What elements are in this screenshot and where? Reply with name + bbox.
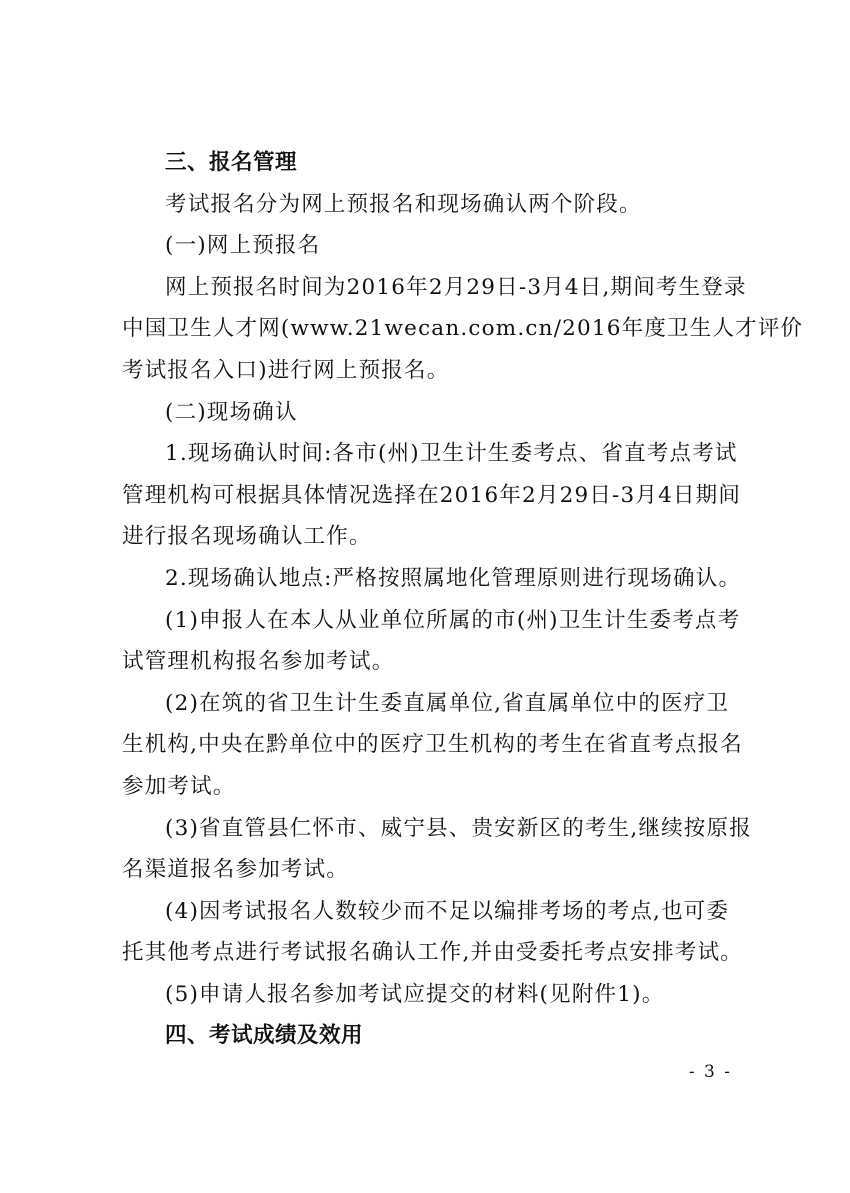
point-4-line: 托其他考点进行考试报名确认工作,并由受委托考点安排考试。 xyxy=(122,940,743,966)
paragraph-online-line: 网上预报名时间为2016年2月29日-3月4日,期间考生登录 xyxy=(165,274,747,300)
point-1-line: 试管理机构报名参加考试。 xyxy=(122,649,395,675)
point-5: (5)申请人报名参加考试应提交的材料(见附件1)。 xyxy=(165,981,665,1007)
subheading-online-preregistration: (一)网上预报名 xyxy=(165,233,321,259)
item-confirmation-time-line: 进行报名现场确认工作。 xyxy=(122,524,372,550)
point-3-line: 名渠道报名参加考试。 xyxy=(122,857,350,883)
point-4-line: (4)因考试报名人数较少而不足以编排考场的考点,也可委 xyxy=(165,898,730,924)
point-2-line: 生机构,中央在黔单位中的医疗卫生机构的考生在省直考点报名 xyxy=(122,732,743,758)
page-number: - 3 - xyxy=(688,1062,732,1082)
paragraph-intro: 考试报名分为网上预报名和现场确认两个阶段。 xyxy=(165,191,642,217)
item-confirmation-time-line: 管理机构可根据具体情况选择在2016年2月29日-3月4日期间 xyxy=(122,482,742,508)
point-2-line: 参加考试。 xyxy=(122,773,236,799)
paragraph-online-line: 中国卫生人才网(www.21wecan.com.cn/2016年度卫生人才评价 xyxy=(122,316,804,342)
section-heading-registration: 三、报名管理 xyxy=(165,150,298,175)
item-confirmation-location: 2.现场确认地点:严格按照属地化管理原则进行现场确认。 xyxy=(165,565,742,591)
document-body xyxy=(122,142,804,1057)
point-3-line: (3)省直管县仁怀市、威宁县、贵安新区的考生,继续按原报 xyxy=(165,815,752,841)
subheading-onsite-confirmation: (二)现场确认 xyxy=(165,399,298,425)
paragraph-online-line: 考试报名入口)进行网上预报名。 xyxy=(122,357,450,383)
point-1-line: (1)申报人在本人从业单位所属的市(州)卫生计生委考点考 xyxy=(165,607,741,633)
item-confirmation-time-line: 1.现场确认时间:各市(州)卫生计生委考点、省直考点考试 xyxy=(165,441,738,467)
section-heading-exam-results: 四、考试成绩及效用 xyxy=(165,1023,364,1049)
point-2-line: (2)在筑的省卫生计生委直属单位,省直属单位中的医疗卫 xyxy=(165,690,730,716)
